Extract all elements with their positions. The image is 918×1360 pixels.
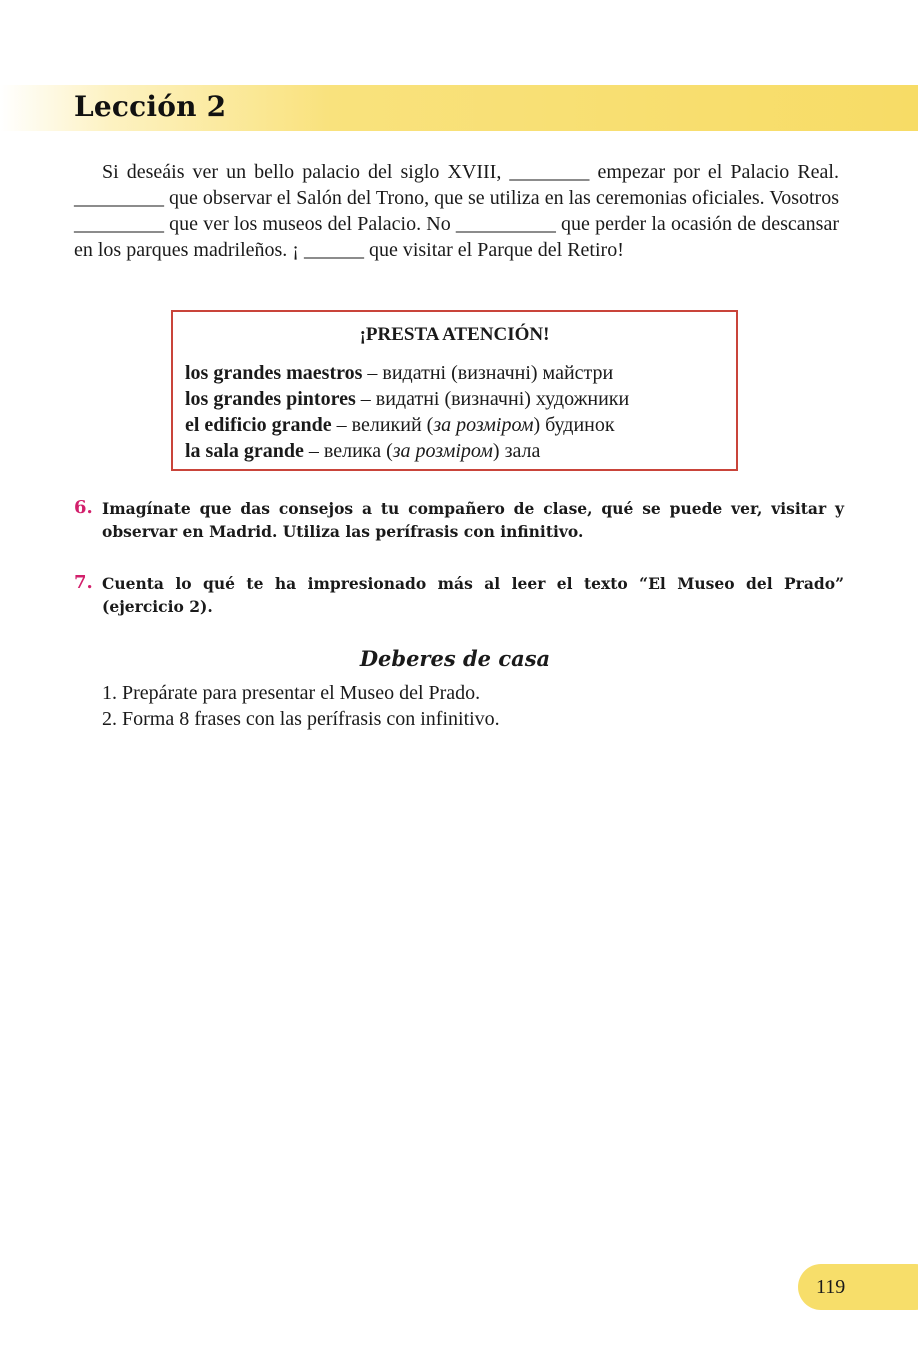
- vocabulary-item: [185, 412, 629, 438]
- homework-item: 2. Forma 8 frases con las perífrasis con infinitivo.: [102, 708, 500, 730]
- homework-item: 1. Prepárate para presentar el Museo del Prado.: [102, 682, 481, 704]
- exercise-text: Cuenta lo qué te ha impresionado más al leer el texto “El Museo del Prado” (ejercicio 2).: [102, 574, 844, 616]
- reading-paragraph: Si deseáis ver un bello palacio del siglo XVIII, ________ empezar por el Palacio Real. _________ que observar el Salón del Trono, que se utiliza en las ceremonias oficiales. Vosotros _________ que ver los museos del Palacio. No __________ que perder la ocasión de descansar en los parques madrileños. ¡ ______ que visitar el Parque del Retiro!: [74, 161, 839, 261]
- exercise-7: [74, 572, 844, 618]
- vocabulary-note: за розміром: [392, 440, 493, 462]
- exercise-6: [74, 497, 844, 543]
- vocabulary-term: el edificio grande: [185, 414, 332, 436]
- vocabulary-term: la sala grande: [185, 440, 304, 462]
- lesson-title: Lección 2: [74, 90, 227, 123]
- vocabulary-note: за розміром: [433, 414, 534, 436]
- vocabulary-list: [185, 360, 629, 464]
- vocabulary-item: [185, 386, 629, 412]
- vocabulary-item: [185, 360, 629, 386]
- attention-box: [171, 310, 738, 471]
- vocabulary-translation: – видатні (визначні) художники: [355, 388, 630, 410]
- exercise-number: 6.: [74, 497, 93, 518]
- exercise-text: Imagínate que das consejos a tu compañero de clase, qué se puede ver, visitar y observar en Madrid. Utiliza las perífrasis con infinitivo.: [102, 499, 844, 541]
- vocabulary-translation-end: ) зала: [492, 440, 541, 462]
- vocabulary-translation-end: ) будинок: [533, 414, 615, 436]
- homework-title: Deberes de casa: [359, 646, 551, 671]
- attention-title: ¡PRESTA ATENCIÓN!: [359, 324, 550, 345]
- vocabulary-translation: – великий (: [331, 414, 434, 436]
- homework-list: [102, 680, 500, 732]
- vocabulary-translation: – видатні (визначні) майстри: [362, 362, 614, 384]
- vocabulary-term: los grandes pintores: [185, 388, 356, 410]
- page-number: 119: [816, 1276, 846, 1298]
- exercise-number: 7.: [74, 572, 93, 593]
- vocabulary-item: [185, 438, 629, 464]
- vocabulary-translation: – велика (: [303, 440, 393, 462]
- vocabulary-term: los grandes maestros: [185, 362, 363, 384]
